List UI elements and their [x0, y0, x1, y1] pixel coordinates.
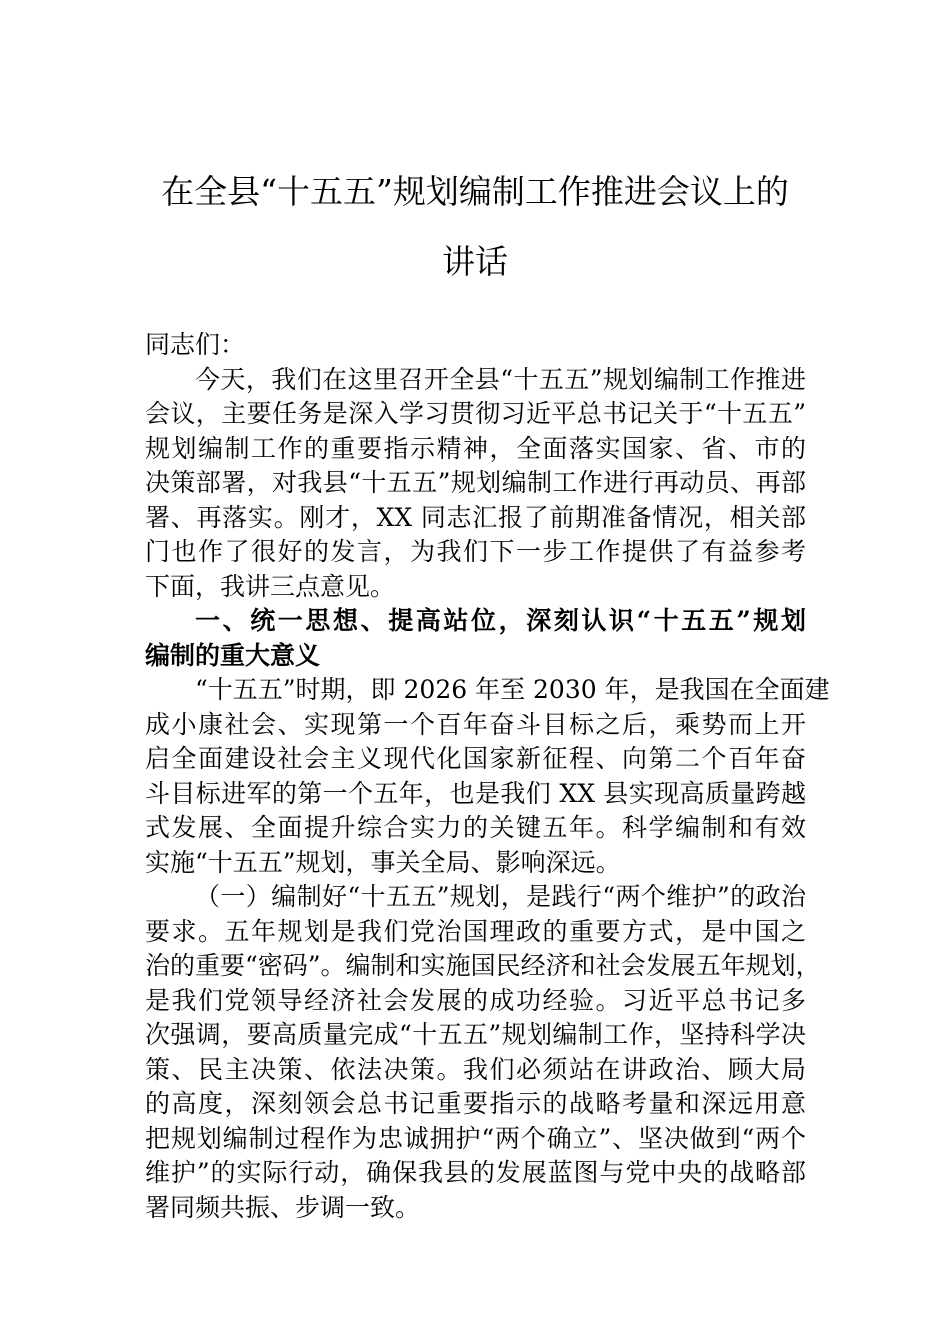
body-text-line: 次强调，要高质量完成“十五五”规划编制工作，坚持科学决 — [145, 1020, 806, 1049]
body-text-line: 规划编制工作的重要指示精神，全面落实国家、省、市的 — [145, 433, 806, 463]
body-text-line: 把规划编制过程作为忠诚拥护“两个确立”、坚决做到“两个 — [145, 1123, 806, 1153]
body-text-line: 策、民主决策、依法决策。我们必须站在讲政治、顾大局 — [145, 1054, 806, 1084]
body-text-line: 同志们： — [145, 330, 246, 359]
body-text-line: 成小康社会、实现第一个百年奋斗目标之后，乘势而上开 — [145, 709, 806, 739]
body-text-line: 署同频共振、步调一致。 — [145, 1192, 421, 1222]
document-body — [145, 328, 830, 1225]
body-text-line: “十五五”时期，即 2026 年至 2030 年，是我国在全面建 — [195, 675, 830, 704]
body-text-line: 会议，主要任务是深入学习贯彻习近平总书记关于“十五五” — [145, 399, 806, 428]
section-heading-line: 一、统一思想、提高站位，深刻认识“十五五”规划 — [195, 606, 806, 635]
body-text-line: 署、再落实。刚才，XX 同志汇报了前期准备情况，相关部 — [145, 502, 806, 532]
body-text-line: （一）编制好“十五五”规划，是践行“两个维护”的政治 — [195, 882, 807, 911]
body-text-line: 实施“十五五”规划，事关全局、影响深远。 — [145, 847, 621, 877]
body-text-line: 门也作了很好的发言，为我们下一步工作提供了有益参考 — [145, 537, 806, 566]
body-text-line: 下面，我讲三点意见。 — [145, 571, 396, 601]
document-title-line-1: 在全县“十五五”规划编制工作推进会议上的 — [161, 172, 789, 211]
document-title-line-2: 讲话 — [442, 242, 508, 281]
section-heading-line: 编制的重大意义 — [145, 640, 321, 670]
body-text-line: 斗目标进军的第一个五年，也是我们 XX 县实现高质量跨越 — [145, 778, 806, 808]
body-text-line: 的高度，深刻领会总书记重要指示的战略考量和深远用意 — [145, 1089, 806, 1118]
body-text-line: 是我们党领导经济社会发展的成功经验。习近平总书记多 — [145, 985, 806, 1015]
body-text-line: 治的重要“密码”。编制和实施国民经济和社会发展五年规划， — [145, 951, 821, 980]
body-text-line: 维护”的实际行动，确保我县的发展蓝图与党中央的战略部 — [145, 1158, 806, 1187]
body-text-line: 今天，我们在这里召开全县“十五五”规划编制工作推进 — [195, 364, 806, 394]
body-text-line: 要求。五年规划是我们党治国理政的重要方式，是中国之 — [145, 916, 806, 946]
body-text-line: 式发展、全面提升综合实力的关键五年。科学编制和有效 — [145, 813, 806, 842]
body-text-line: 决策部署，对我县“十五五”规划编制工作进行再动员、再部 — [145, 468, 806, 497]
body-text-line: 启全面建设社会主义现代化国家新征程、向第二个百年奋 — [145, 744, 806, 773]
